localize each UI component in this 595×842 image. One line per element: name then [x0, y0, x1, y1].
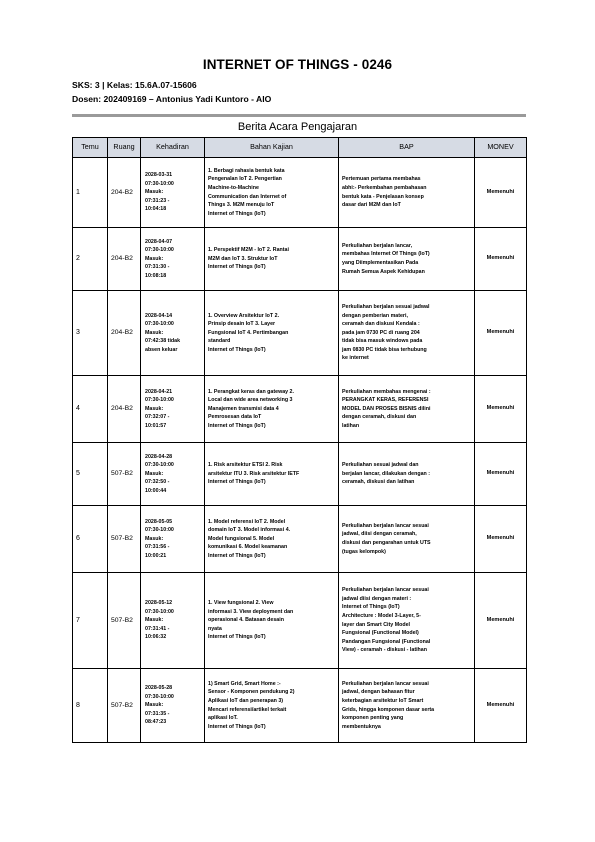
meeting-number: 5	[73, 443, 108, 506]
col-header-temu: Temu	[73, 138, 108, 158]
col-header-ruang: Ruang	[108, 138, 141, 158]
teaching-report-cell: Perkuliahan berjalan lancar, membahas Internet Of Things (IoT) yang Diimplementasikan Pada Rumah Semua Aspek Kehidupan	[339, 228, 475, 291]
col-header-bahan-kajian: Bahan Kajian	[205, 138, 339, 158]
table-row	[73, 376, 527, 443]
table-row	[73, 228, 527, 291]
monev-status-cell: Memenuhi	[475, 158, 527, 228]
room-cell: 507-B2	[108, 506, 141, 573]
attendance-cell: 2028-03-31 07:30-10:00 Masuk: 07:31:23 - 10:04:18	[141, 158, 205, 228]
table-row	[73, 158, 527, 228]
table-row	[73, 573, 527, 669]
meeting-number: 6	[73, 506, 108, 573]
course-material-cell: 1. View fungsional 2. View informasi 3. View deployment dan operasional 4. Batasan desain nyata Internet of Things (IoT)	[205, 573, 339, 669]
attendance-cell: 2028-04-14 07:30-10:00 Masuk: 07:42:38 tidak absen keluar	[141, 291, 205, 376]
attendance-cell: 2028-04-21 07:30-10:00 Masuk: 07:32:07 - 10:01:57	[141, 376, 205, 443]
attendance-cell: 2028-04-28 07:30-10:00 Masuk: 07:32:50 - 10:00:44	[141, 443, 205, 506]
teaching-report-cell: Perkuliahan berjalan lancar sesuai jadwal diisi dengan materi : Internet of Things (IoT) Architecture : Model 3-Layer, 5- layer dan Smart City Model Fungsional (Functional Model) Pandangan Fungsional (Functional View) - ceramah - diskusi - latihan	[339, 573, 475, 669]
table-row	[73, 506, 527, 573]
course-material-cell: 1. Model referensi IoT 2. Model domain IoT 3. Model informasi 4. Model fungsional 5. Model komunikasi 6. Model keamanan Internet of Things (IoT)	[205, 506, 339, 573]
table-row	[73, 291, 527, 376]
room-cell: 204-B2	[108, 158, 141, 228]
room-cell: 204-B2	[108, 376, 141, 443]
meeting-number: 8	[73, 669, 108, 743]
meeting-number: 2	[73, 228, 108, 291]
teaching-report-cell: Perkuliahan berjalan lancar sesuai jadwal, dengan bahasan fitur keterbagian arsitektur IoT Smart Grids, hingga komponen dasar serta komponen penting yang membentuknya	[339, 669, 475, 743]
course-material-cell: 1. Perspektif M2M - IoT 2. Rantai M2M dan IoT 3. Struktur IoT Internet of Things (IoT)	[205, 228, 339, 291]
room-cell: 204-B2	[108, 291, 141, 376]
meeting-number: 1	[73, 158, 108, 228]
attendance-cell: 2028-04-07 07:30-10:00 Masuk: 07:31:30 - 10:08:18	[141, 228, 205, 291]
course-material-cell: 1) Smart Grid, Smart Home :- Sensor - Komponen pendukung 2) Aplikasi IoT dan penerapan 3) Mencari referensi/artikel terkait aplikasi IoT. Internet of Things (IoT)	[205, 669, 339, 743]
teaching-report-cell: Pertemuan pertama membahas abhi:- Perkembahan pembahasan bentuk kata - Penjelasan konsep dasar dari M2M dan IoT	[339, 158, 475, 228]
course-material-cell: 1. Overview Arsitektur IoT 2. Prinsip desain IoT 3. Layer Fungsional IoT 4. Pertimbangan standard Internet of Things (IoT)	[205, 291, 339, 376]
meeting-number: 3	[73, 291, 108, 376]
course-meta: SKS: 3 | Kelas: 15.6A.07-15606	[72, 80, 197, 90]
col-header-bap: BAP	[339, 138, 475, 158]
teaching-report-cell: Perkuliahan membahas mengenai : PERANGKAT KERAS, REFERENSI MODEL DAN PROSES BISNIS dilini dengan ceramah, diskusi dan latihan	[339, 376, 475, 443]
attendance-cell: 2028-05-12 07:30-10:00 Masuk: 07:31:41 - 10:06:32	[141, 573, 205, 669]
teaching-report-cell: Perkuliahan berjalan lancar sesuai jadwal, diisi dengan ceramah, diskusi dan pengarahan untuk UTS (tugas kelompok)	[339, 506, 475, 573]
monev-status-cell: Memenuhi	[475, 376, 527, 443]
monev-status-cell: Memenuhi	[475, 228, 527, 291]
col-header-kehadiran: Kehadiran	[141, 138, 205, 158]
course-material-cell: 1. Risk arsitektur ETSI 2. Risk arsitektur ITU 3. Risk arsitektur IETF Internet of Things (IoT)	[205, 443, 339, 506]
table-header-row	[73, 138, 527, 158]
room-cell: 204-B2	[108, 228, 141, 291]
teaching-report-cell: Perkuliahan sesuai jadwal dan berjalan lancar, dilakukan dengan : ceramah, diskusi dan latihan	[339, 443, 475, 506]
meeting-number: 7	[73, 573, 108, 669]
room-cell: 507-B2	[108, 443, 141, 506]
teaching-log-table	[72, 137, 527, 743]
room-cell: 507-B2	[108, 669, 141, 743]
meeting-number: 4	[73, 376, 108, 443]
lecturer-meta: Dosen: 202409169 – Antonius Yadi Kuntoro - AIO	[72, 94, 272, 104]
monev-status-cell: Memenuhi	[475, 669, 527, 743]
course-material-cell: 1. Berbagi rahasia bentuk kata Pengenalan IoT 2. Pengertian Machine-to-Machine Communication dan Internet of Things 3. M2M menuju IoT Internet of Things (IoT)	[205, 158, 339, 228]
attendance-cell: 2028-05-28 07:30-10:00 Masuk: 07:31:35 - 08:47:23	[141, 669, 205, 743]
table-row	[73, 443, 527, 506]
course-material-cell: 1. Perangkat keras dan gateway 2. Local dan wide area networking 3 Manajemen transmisi data 4 Pemrosesan data IoT Internet of Things (IoT)	[205, 376, 339, 443]
section-title: Berita Acara Pengajaran	[237, 121, 358, 133]
monev-status-cell: Memenuhi	[475, 443, 527, 506]
room-cell: 507-B2	[108, 573, 141, 669]
monev-status-cell: Memenuhi	[475, 506, 527, 573]
header-divider	[72, 114, 526, 117]
page-title: INTERNET OF THINGS - 0246	[202, 57, 393, 72]
col-header-monev: MONEV	[475, 138, 527, 158]
table-row	[73, 669, 527, 743]
monev-status-cell: Memenuhi	[475, 573, 527, 669]
attendance-cell: 2028-05-05 07:30-10:00 Masuk: 07:31:56 - 10:00:21	[141, 506, 205, 573]
monev-status-cell: Memenuhi	[475, 291, 527, 376]
teaching-report-cell: Perkuliahan berjalan sesuai jadwal dengan pemberian materi, ceramah dan diskusi Kendala : pada jam 0730 PC di ruang 204 tidak bisa masuk windows pada jam 0830 PC tidak bisa terhubung ke internet	[339, 291, 475, 376]
